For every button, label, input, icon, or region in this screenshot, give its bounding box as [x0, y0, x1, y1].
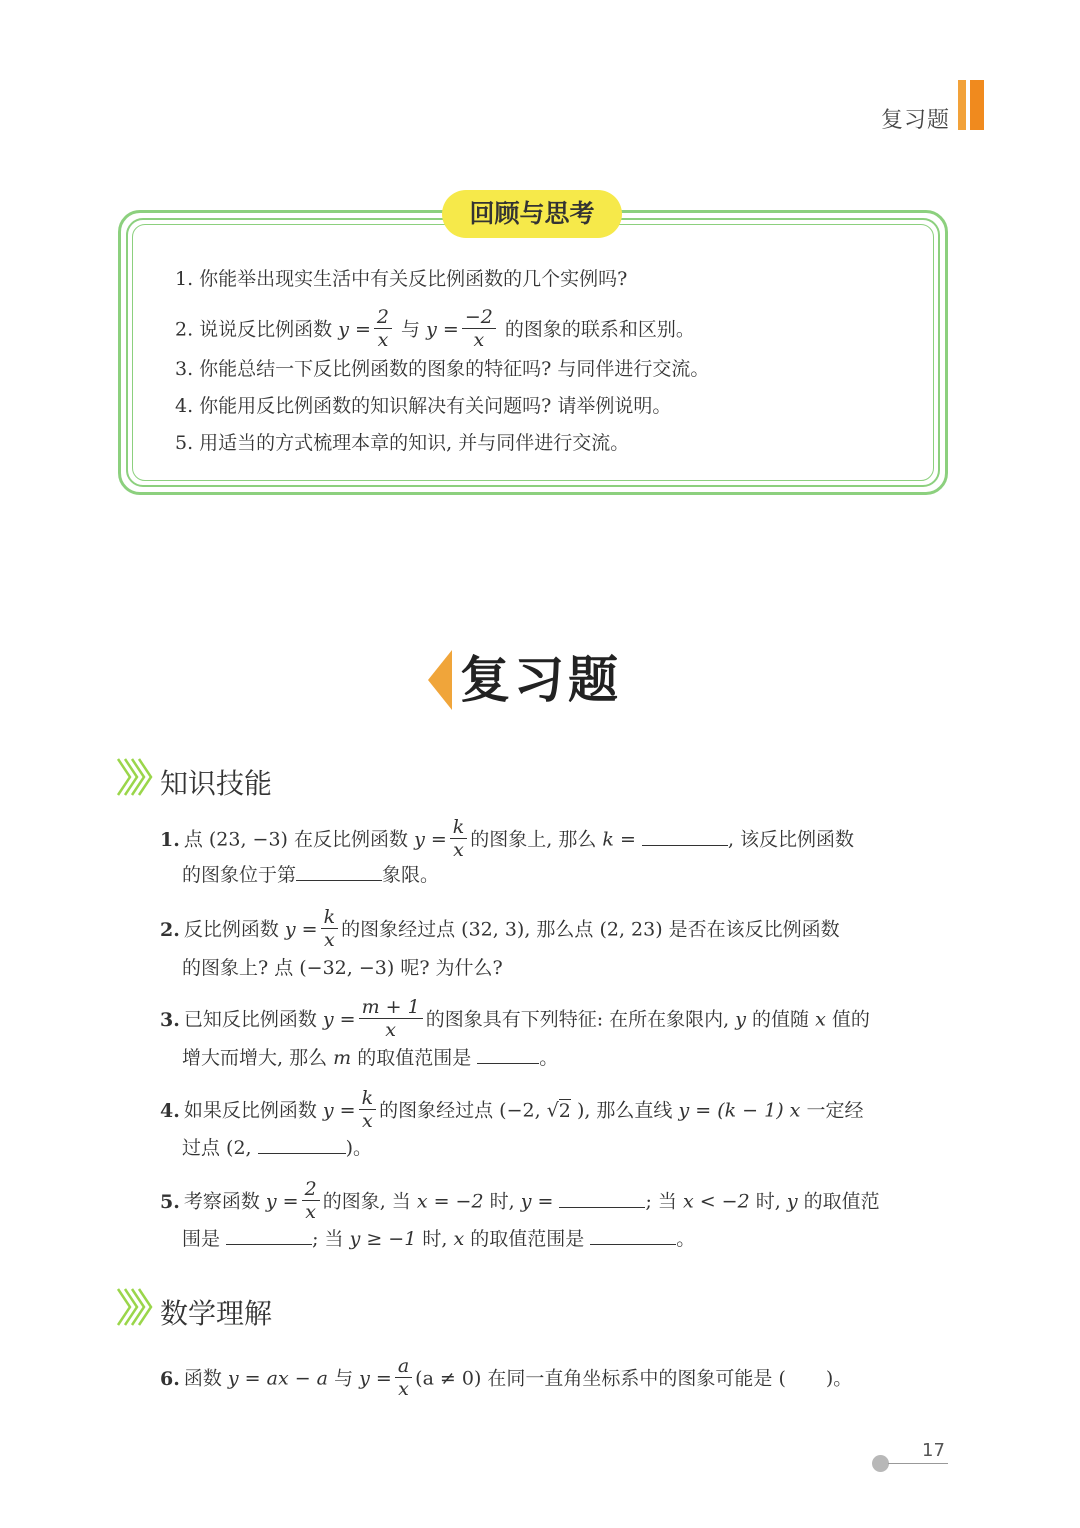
page-rule — [888, 1463, 948, 1464]
fraction: $\frac{2}{x}$ — [374, 306, 392, 351]
problem-3-line-2: 增大而增大, 那么 m 的取值范围是 。 — [182, 1047, 559, 1069]
page-number: 17 — [922, 1440, 945, 1461]
problem-3: 3. 已知反比例函数 y = $\frac{m + 1}{x}$ 的图象具有下列特征: 在所在象限内, y 的值随 x 值的 — [160, 996, 870, 1041]
answer-blank — [559, 1189, 645, 1208]
fraction: $\frac{-2}{x}$ — [462, 306, 496, 351]
problem-2: 2. 反比例函数 y = $\frac{k}{x}$ 的图象经过点 (32, 3), 那么点 (2, 23) 是否在该反比例函数 — [160, 906, 840, 951]
problem-5-line-2: 围是 ; 当 y ≥ −1 时, x 的取值范围是 。 — [182, 1228, 696, 1250]
chevrons-icon — [114, 1285, 156, 1329]
review-item-3: 3. 你能总结一下反比例函数的图象的特征吗? 与同伴进行交流。 — [175, 358, 710, 380]
answer-blank — [296, 862, 382, 881]
answer-blank — [258, 1135, 346, 1154]
review-item-4: 4. 你能用反比例函数的知识解决有关问题吗? 请举例说明。 — [175, 395, 672, 417]
subsection-math-understanding: 数学理解 — [160, 1297, 273, 1330]
problem-6: 6. 函数 y = ax − a 与 y = $\frac{a}{x}$ (a ≠ 0) 在同一直角坐标系中的图象可能是 ( )。 — [160, 1355, 853, 1400]
chevrons-icon — [114, 755, 156, 799]
answer-blank — [477, 1045, 539, 1064]
problem-1: 1. 点 (23, −3) 在反比例函数 y = $\frac{k}{x}$ 的图象上, 那么 k = , 该反比例函数 — [160, 816, 855, 861]
answer-blank — [226, 1226, 312, 1245]
sqrt-symbol: √2 — [546, 1099, 571, 1122]
section-title: 复习题 — [460, 650, 622, 709]
answer-blank — [590, 1226, 676, 1245]
review-title: 回顾与思考 — [442, 190, 622, 238]
section-arrow-icon — [428, 650, 452, 710]
page-dot-icon — [872, 1455, 889, 1472]
review-item-2: 2. 说说反比例函数 y = $\frac{2}{x}$ 与 y = $\frac{-2}{x}$ 的图象的联系和区别。 — [175, 306, 695, 351]
review-item-1: 1. 你能举出现实生活中有关反比例函数的几个实例吗? — [175, 268, 628, 290]
header-bar-light — [958, 80, 966, 130]
review-item-5: 5. 用适当的方式梳理本章的知识, 并与同伴进行交流。 — [175, 432, 630, 454]
answer-blank — [642, 827, 728, 846]
problem-2-line-2: 的图象上? 点 (−32, −3) 呢? 为什么? — [182, 957, 503, 979]
running-header: 复习题 — [880, 108, 950, 133]
problem-4: 4. 如果反比例函数 y = $\frac{k}{x}$ 的图象经过点 (−2, √2 ), 那么直线 y = (k − 1) x 一定经 — [160, 1087, 864, 1132]
header-bar-dark — [970, 80, 984, 130]
problem-4-line-2: 过点 (2, )。 — [182, 1137, 373, 1159]
problem-5: 5. 考察函数 y = $\frac{2}{x}$ 的图象, 当 x = −2 时, y = ; 当 x < −2 时, y 的取值范 — [160, 1178, 880, 1223]
subsection-knowledge-skills: 知识技能 — [160, 767, 273, 800]
problem-1-line-2: 的图象位于第 象限。 — [182, 864, 440, 886]
